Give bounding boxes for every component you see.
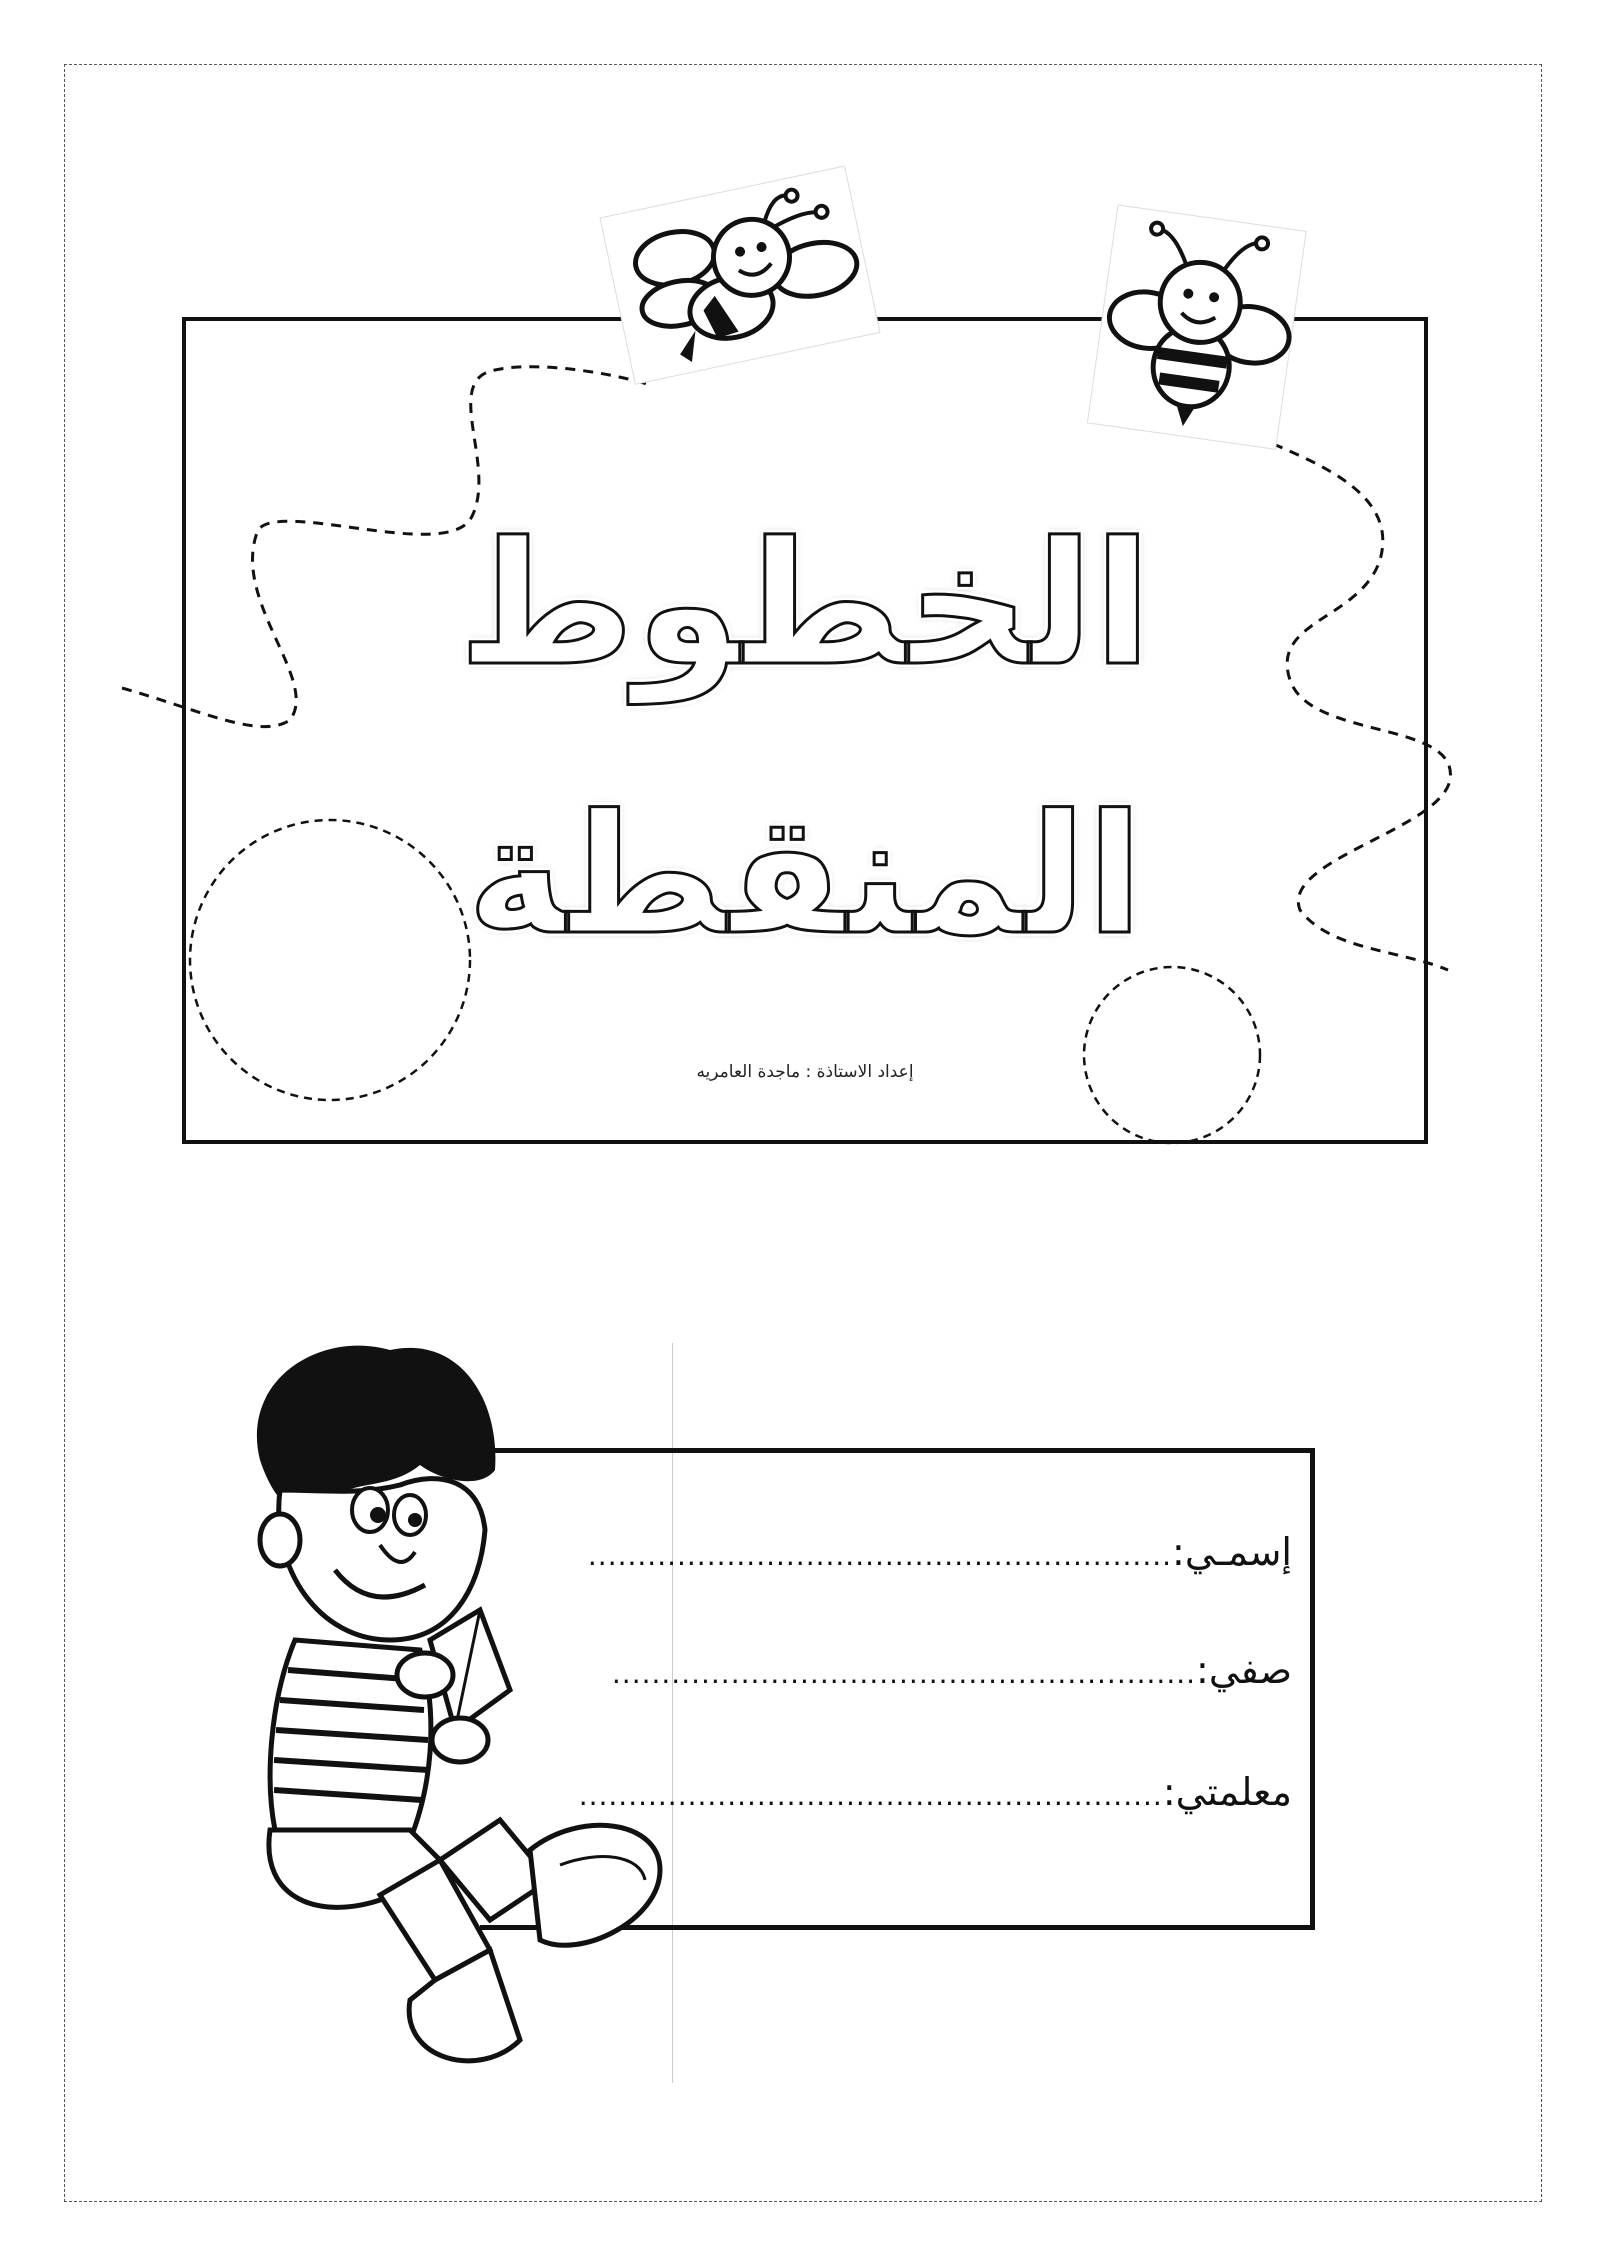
teacher-label: معلمتي: (1162, 1770, 1292, 1814)
class-field[interactable] (612, 1648, 1292, 1692)
class-dotted-line[interactable]: ........................................................... (611, 1657, 1197, 1690)
reading-boy-illustration (240, 1340, 680, 2100)
title-line-1: الخطوط (458, 506, 1152, 704)
name-label: إسمـي: (1172, 1530, 1292, 1574)
title-line-2: المنقطة (466, 779, 1144, 971)
author-credit: إعداد الاستاذة : ماجدة العامريه (696, 1062, 914, 1082)
name-dotted-line[interactable]: ........................................................... (587, 1539, 1173, 1572)
dotted-circle-small (1084, 967, 1260, 1143)
class-label: صفي: (1196, 1648, 1292, 1692)
name-field[interactable] (588, 1530, 1292, 1574)
bee-icon (600, 166, 880, 384)
bee-icon (1087, 205, 1306, 449)
teacher-field[interactable] (579, 1770, 1292, 1814)
teacher-dotted-line[interactable]: ........................................................... (578, 1779, 1163, 1812)
